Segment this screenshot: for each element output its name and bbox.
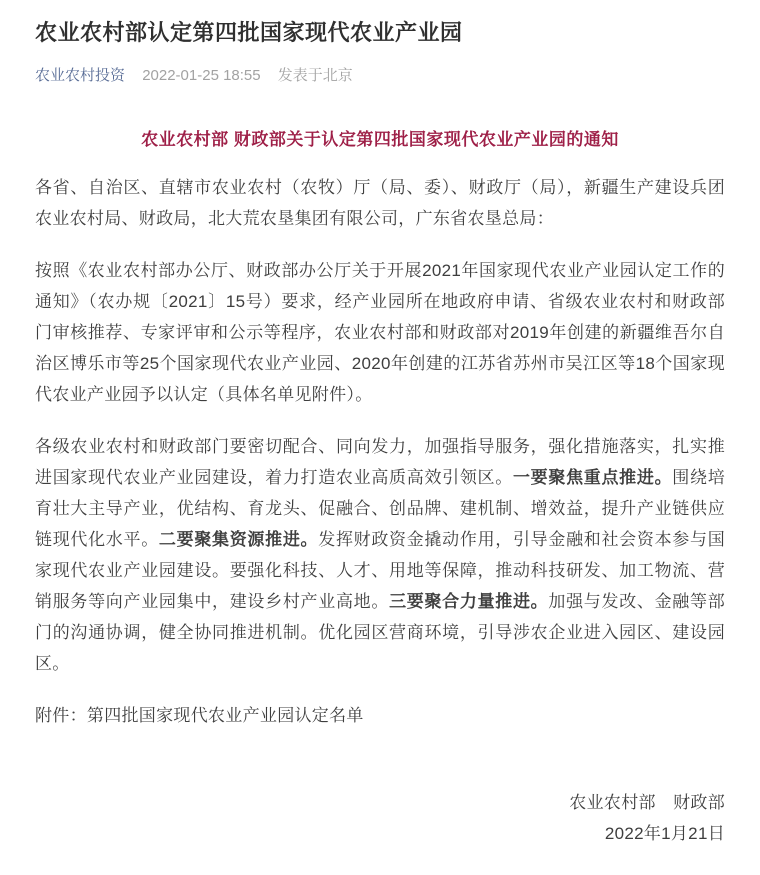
publish-time: 2022-01-25 18:55 [142, 67, 261, 84]
article-body [35, 128, 725, 849]
text-run: 附件：第四批国家现代农业产业园认定名单 [35, 706, 364, 725]
article-meta [35, 66, 725, 86]
text-run: 发挥财政资金撬动作用，引导金融和社会资本参与国家现代农业产业园建设。要强化科技、人才、用地等保障，推动科技研发、加工物流、营销服务等向产业园集中，建设乡村产业高地。 [35, 530, 725, 611]
emphasis-text-run: 三要聚合力量推进。 [389, 592, 549, 611]
salutation-paragraph [35, 172, 725, 234]
requirements-paragraph [35, 431, 725, 679]
publish-location: 发表于北京 [277, 67, 353, 84]
account-name-link[interactable]: 农业农村投资 [35, 67, 126, 84]
article-title: 农业农村部认定第四批国家现代农业产业园 [35, 20, 463, 45]
emphasis-text-run: 一要聚焦重点推进。 [512, 468, 673, 487]
notice-heading: 农业农村部 财政部关于认定第四批国家现代农业产业园的通知 [141, 130, 619, 149]
emphasis-text-run: 二要聚集资源推进。 [158, 530, 319, 549]
text-run: 各级农业农村和财政部门要密切配合、同向发力，加强指导服务，强化措施落实，扎实推进国家现代农业产业园建设，着力打造农业高质高效引领区。 [35, 437, 725, 487]
signature-issuers: 农业农村部 财政部 [569, 793, 725, 812]
attachment-line [35, 700, 725, 731]
recognition-paragraph [35, 255, 725, 410]
signature-date: 2022年1月21日 [604, 824, 725, 843]
text-run: 加强与发改、金融等部门的沟通协调，健全协同推进机制。优化园区营商环境，引导涉农企业进入园区、建设园区。 [35, 592, 726, 673]
text-run: 围绕培育壮大主导产业，优结构、育龙头、促融合、创品牌、建机制、增效益，提升产业链供应链现代化水平。 [35, 468, 726, 549]
notice-paragraphs [35, 172, 725, 731]
text-run: 各省、自治区、直辖市农业农村（农牧）厅（局、委）、财政厅（局），新疆生产建设兵团农业农村局、财政局，北大荒农垦集团有限公司，广东省农垦总局： [35, 178, 725, 228]
signature-block [35, 787, 725, 849]
text-run: 按照《农业农村部办公厅、财政部办公厅关于开展2021年国家现代农业产业园认定工作的通知》（农办规〔2021〕15号）要求，经产业园所在地政府申请、省级农业农村和财政部门审核推荐、专家评审和公示等程序，农业农村部和财政部对2019年创建的新疆维吾尔自治区博乐市等25个国家现代农业产业园、2020年创建的江苏省苏州市吴江区等18个国家现代农业产业园予以认定（具体名单见附件）。 [35, 261, 725, 404]
